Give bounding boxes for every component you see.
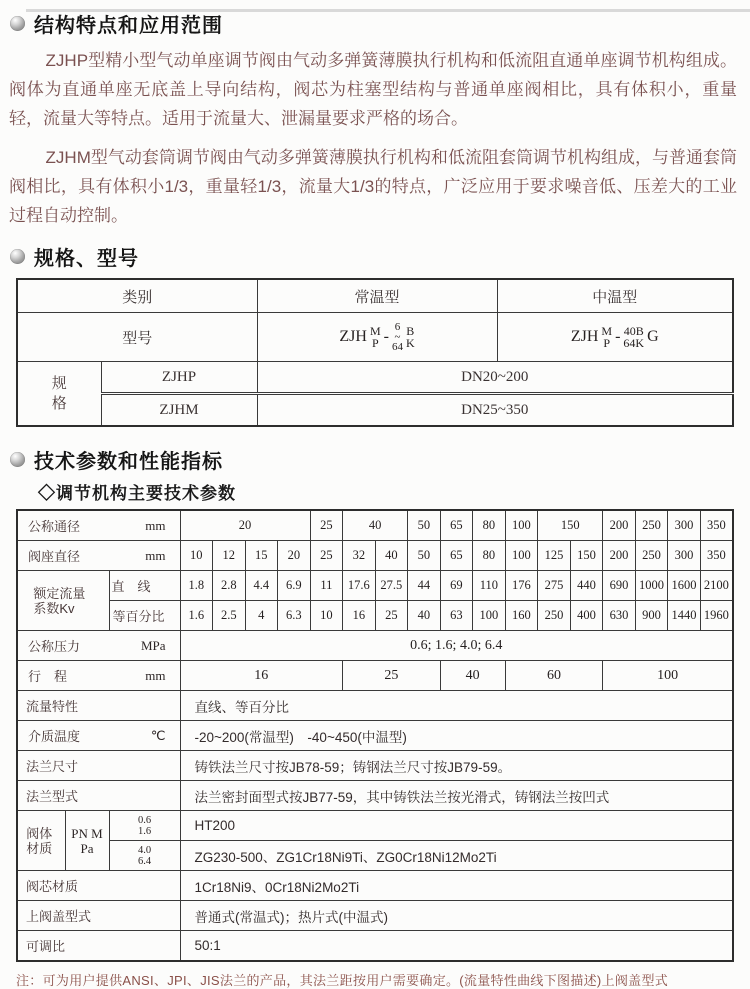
intro-paragraph-zjhm: ZJHM型气动套筒调节阀由气动多弹簧薄膜执行机构和低流阻套筒调节机构组成，与普通套筒阀相比，具有体积小1/3，重量轻1/3，流量大1/3的特点，广泛应用于要求噪音低、压差大的工业过程自动控制。 [9,148,737,225]
table-cell: 275 [538,571,571,601]
row-label: 可调比 [17,931,180,962]
table-cell: 25 [343,661,441,691]
model-dash: - [615,328,621,345]
table-cell: 60 [505,661,603,691]
row-label: 上阀盖型式 [17,901,180,931]
table-cell: 200 [603,541,636,571]
table-cell: 10 [180,541,213,571]
row-label: 阀座直径 [28,549,81,564]
row-unit: ℃ [150,727,166,743]
table-cell: 1960 [700,601,733,631]
row-kv-linear [17,571,733,601]
model-prefix: ZJH [570,328,599,345]
row-unit: mm [145,547,166,563]
row-label-cell [17,631,180,661]
table-cell: 125 [538,541,571,571]
row-unit: MPa [140,637,166,653]
table-header-row [17,279,733,313]
row-label-cell [17,661,180,691]
table-cell: 1000 [635,571,668,601]
row-label-cell [17,541,180,571]
table-cell: 40 [440,661,505,691]
header-cell-normal-temp: 常温型 [257,279,497,313]
spec-model-table [16,278,734,427]
table-cell: 1.8 [180,571,213,601]
model-row-label: 型号 [17,313,257,362]
table-cell: 63 [440,601,473,631]
spec-dn-range: DN20~200 [257,362,733,394]
table-cell: 100 [505,510,538,541]
body-material-label-cell [17,811,65,871]
row-label: 公称通径 [28,519,81,534]
row-bonnet-type [17,901,733,931]
table-cell: 1.6 [180,601,213,631]
table-cell: 17.6 [343,571,376,601]
spec-row-zjhm [17,394,733,427]
header-cell-medium-temp: 中温型 [497,279,733,313]
row-kv-equal-percentage [17,601,733,631]
model-stack-mp: M P [601,324,613,350]
table-cell: 440 [570,571,603,601]
row-body-material-high-pn [17,841,733,871]
table-cell: 4.4 [245,571,278,601]
table-cell: 900 [635,601,668,631]
model-dash: - [383,328,389,345]
row-flange-size [17,751,733,781]
table-cell: 80 [473,541,506,571]
row-nominal-pressure [17,631,733,661]
row-plug-material [17,871,733,901]
model-formula [339,322,414,352]
body-material-low-value: HT200 [180,811,733,841]
row-label-cell [17,510,180,541]
table-cell: 10 [310,601,343,631]
body-material-label: 阀体材质 [26,825,53,856]
table-cell: 50 [408,541,441,571]
bullet-sphere-icon [10,16,25,31]
table-cell: 350 [700,510,733,541]
row-flow-characteristic [17,691,733,721]
pn-label: PN MPa [71,825,103,856]
pressure-values: 0.6; 1.6; 4.0; 6.4 [180,631,733,661]
table-cell: 350 [700,541,733,571]
table-cell: 250 [538,601,571,631]
table-cell: 2.8 [213,571,246,601]
header-cell-category: 类别 [17,279,257,313]
tech-parameters-table [16,509,734,962]
pn-label-cell [65,811,109,871]
table-cell: 40 [343,510,408,541]
spec-model-name: ZJHM [101,394,257,427]
flow-characteristic-value: 直线、等百分比 [180,691,733,721]
model-formula [571,325,659,349]
section-heading-structure [10,9,750,38]
table-cell: 6.9 [278,571,311,601]
table-cell: 40 [408,601,441,631]
model-code-normal [257,313,497,362]
table-cell: 150 [538,510,603,541]
table-cell: 25 [375,601,408,631]
table-cell: 80 [473,510,506,541]
intro-paragraph-zjhp: ZJHP型精小型气动单座调节阀由气动多弹簧薄膜执行机构和低流阻直通单座调节机构组成。阀体为直通单座无底盖上导向结构，阀芯为柱塞型结构与普通单座阀相比，具有体积小，重量轻，流量大等特点。适用于流量大、泄漏量要求严格的场合。 [9,51,737,128]
table-cell: 2100 [700,571,733,601]
table-cell: 1600 [668,571,701,601]
table-cell: 20 [278,541,311,571]
kv-group-label-cell [17,571,109,631]
row-medium-temperature [17,721,733,751]
table-cell: 20 [180,510,310,541]
spec-row-group-label: 规格 [17,362,101,427]
row-label: 公称压力 [28,639,81,654]
table-cell: 630 [603,601,636,631]
table-cell: 50 [408,510,441,541]
kv-linear-label: 直 线 [109,571,180,601]
table-cell: 1440 [668,601,701,631]
bullet-sphere-icon [10,452,25,467]
table-cell: 25 [310,541,343,571]
model-row [17,313,733,362]
table-cell: 6.3 [278,601,311,631]
kv-eq-label: 等百分比 [109,601,180,631]
body-material-high-value: ZG230-500、ZG1Cr18Ni9Ti、ZG0Cr18Ni12Mo2Ti [180,841,733,871]
row-flange-type [17,781,733,811]
spec-dn-range: DN25~350 [257,394,733,427]
table-cell: 12 [213,541,246,571]
section-heading-tech [10,445,750,474]
table-cell: 2.5 [213,601,246,631]
table-cell: 300 [668,510,701,541]
plug-material-value: 1Cr18Ni9、0Cr18Ni2Mo2Ti [180,871,733,901]
table-cell: 65 [440,541,473,571]
table-cell: 11 [310,571,343,601]
footnote: 注：可为用户提供ANSI、JPI、JIS法兰的产品，其法兰距按用户需要确定。(流量特性曲线下图描述)上阀盖型式 [16,973,669,988]
pn-range-low: 0.6 1.6 [109,811,180,841]
table-cell: 44 [408,571,441,601]
table-cell: 40 [375,541,408,571]
pn-range-high: 4.0 6.4 [109,841,180,871]
table-cell: 160 [505,601,538,631]
table-cell: 16 [180,661,343,691]
table-cell: 27.5 [375,571,408,601]
row-label: 法兰尺寸 [17,751,180,781]
row-rangeability [17,931,733,962]
model-stack-range: 40B 64K [623,324,645,350]
table-cell: 100 [505,541,538,571]
model-stack-range: 6 ~ 64 [391,321,403,353]
tech-subheading: ◇调节机构主要技术参数 [38,484,236,503]
table-cell: 100 [603,661,733,691]
table-cell: 150 [570,541,603,571]
row-body-material-low-pn [17,811,733,841]
table-cell: 16 [343,601,376,631]
row-label: 阀芯材质 [17,871,180,901]
document-page [0,9,750,988]
table-cell: 110 [473,571,506,601]
table-cell: 250 [635,541,668,571]
flange-size-value: 铸铁法兰尺寸按JB78-59；铸钢法兰尺寸按JB79-59。 [180,751,733,781]
table-cell: 100 [473,601,506,631]
model-stack-bk: B K [405,324,415,350]
kv-group-label: 额定流量系数Kv [33,585,86,616]
row-unit: mm [145,667,166,683]
table-cell: 690 [603,571,636,601]
section-title: 规格、型号 [34,248,139,270]
spec-row-zjhp [17,362,733,394]
row-seat-diameter [17,541,733,571]
row-label: 行 程 [28,669,68,684]
section-title: 技术参数和性能指标 [34,451,223,473]
section-title: 结构特点和应用范围 [34,15,223,37]
table-cell: 32 [343,541,376,571]
scan-edge-strip [26,9,750,12]
row-label: 介质温度 [28,729,81,744]
row-label-cell [17,721,180,751]
model-code-medium [497,313,733,362]
bullet-sphere-icon [10,249,25,264]
table-cell: 176 [505,571,538,601]
table-cell: 4 [245,601,278,631]
row-nominal-diameter [17,510,733,541]
model-stack-mp: M P [369,324,381,350]
rangeability-value: 50:1 [180,931,733,962]
table-cell: 300 [668,541,701,571]
row-label: 法兰型式 [17,781,180,811]
table-cell: 15 [245,541,278,571]
row-label: 流量特性 [17,691,180,721]
table-cell: 25 [310,510,343,541]
section-heading-spec [10,242,750,271]
table-cell: 65 [440,510,473,541]
spec-model-name: ZJHP [101,362,257,394]
table-cell: 250 [635,510,668,541]
flange-type-value: 法兰密封面型式按JB77-59，其中铸铁法兰按光滑式，铸钢法兰按凹式 [180,781,733,811]
medium-temperature-value: -20~200(常温型) -40~450(中温型) [180,721,733,751]
model-suffix: G [647,328,659,345]
row-unit: mm [145,517,166,533]
model-prefix: ZJH [339,328,367,345]
row-stroke [17,661,733,691]
table-cell: 200 [603,510,636,541]
bonnet-type-value: 普通式(常温式)；热片式(中温式) [180,901,733,931]
table-cell: 69 [440,571,473,601]
table-cell: 400 [570,601,603,631]
